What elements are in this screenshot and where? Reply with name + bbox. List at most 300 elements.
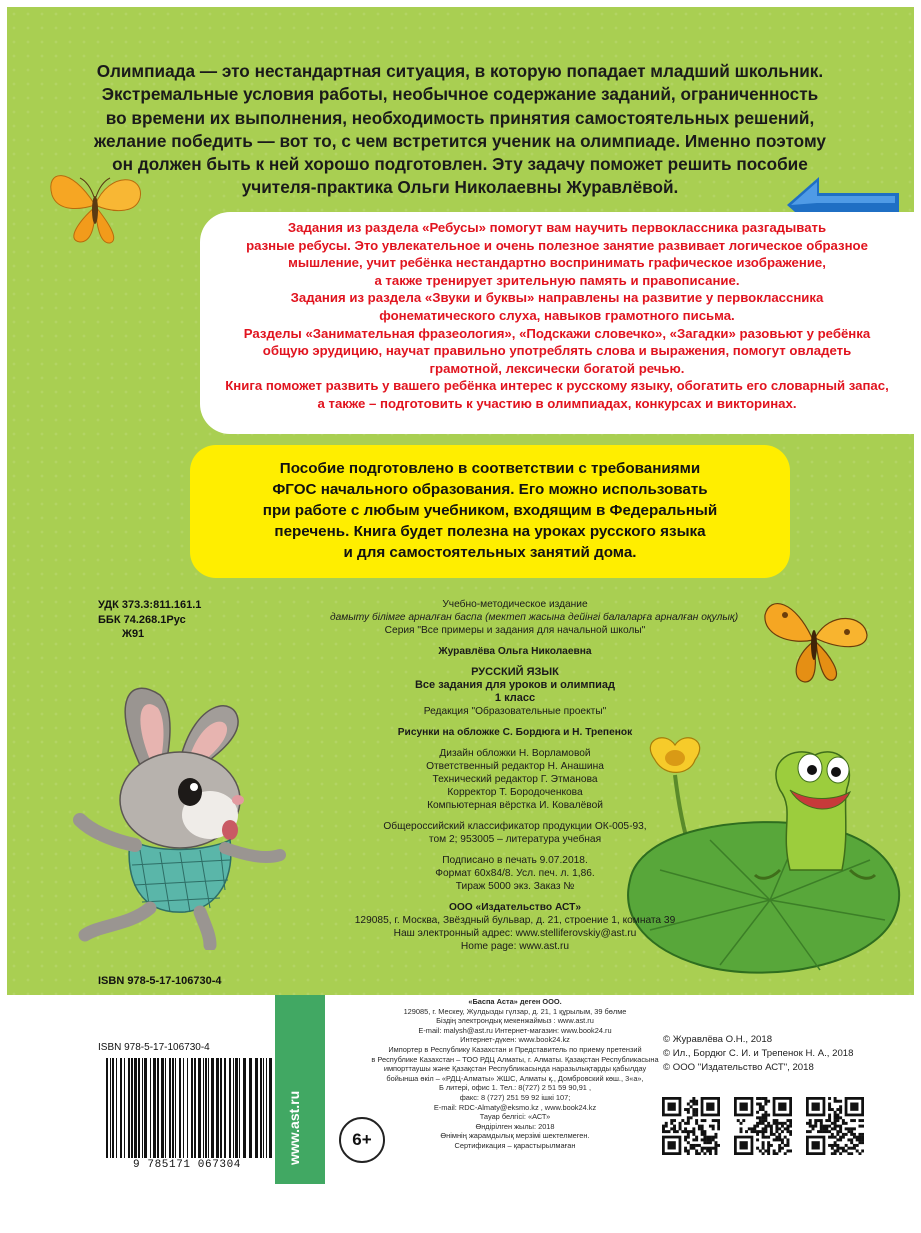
text-line: перечень. Книга будет полезна на уроках русского языка: [274, 523, 706, 540]
qr-module: [834, 1144, 837, 1147]
qr-module: [789, 1133, 792, 1136]
qr-module: [767, 1149, 770, 1152]
classifier-line: Общероссийский классификатор продукции ОК-005-93,: [383, 821, 647, 832]
qr-module: [687, 1103, 690, 1106]
print-date: Подписано в печать 9.07.2018.: [442, 855, 588, 866]
qr-finder: [668, 1103, 676, 1111]
qr-module: [762, 1147, 765, 1150]
qr-module: [687, 1149, 690, 1152]
qr-module: [687, 1133, 690, 1136]
udk-code: УДК 373.3:811.161.1: [98, 599, 202, 611]
qr-module: [775, 1127, 778, 1130]
qr-module: [695, 1122, 698, 1125]
text-line: E-mail: malysh@ast.ru Интернет-магазин: www.book24.ru: [418, 1025, 612, 1035]
qr-module: [809, 1119, 812, 1122]
barcode-bar: [112, 1058, 114, 1158]
qr-module: [690, 1144, 693, 1147]
barcode-bar: [211, 1058, 214, 1158]
qr-module: [717, 1127, 720, 1130]
text-line: Б литері, офис 1. Тел.: 8(727) 2 51 59 90,91 ,: [438, 1083, 592, 1093]
qr-module: [828, 1144, 831, 1147]
barcode-bar: [165, 1058, 166, 1158]
qr-module: [703, 1130, 706, 1133]
qr-module: [842, 1119, 845, 1122]
qr-module: [706, 1147, 709, 1150]
qr-module: [786, 1127, 789, 1130]
qr-module: [706, 1136, 709, 1139]
qr-module: [767, 1114, 770, 1117]
qr-module: [842, 1122, 845, 1125]
qr-module: [703, 1147, 706, 1150]
qr-module: [673, 1125, 676, 1128]
barcode-bar: [131, 1058, 133, 1158]
qr-module: [709, 1152, 712, 1155]
qr-module: [695, 1144, 698, 1147]
qr-module: [834, 1127, 837, 1130]
qr-module: [692, 1103, 695, 1106]
qr-module: [692, 1108, 695, 1111]
qr-module: [839, 1127, 842, 1130]
qr-module: [762, 1152, 765, 1155]
qr-module: [762, 1141, 765, 1144]
qr-module: [764, 1100, 767, 1103]
qr-module: [756, 1147, 759, 1150]
qr-module: [778, 1136, 781, 1139]
qr-module: [836, 1144, 839, 1147]
qr-module: [828, 1097, 831, 1100]
qr-module: [701, 1119, 704, 1122]
qr-module: [684, 1108, 687, 1111]
qr-module: [845, 1127, 848, 1130]
qr-module: [836, 1133, 839, 1136]
text-line: разные ребусы. Это увлекательное и очень полезное занятие развивает логическое образное: [246, 237, 868, 253]
qr-module: [845, 1122, 848, 1125]
qr-module: [670, 1122, 673, 1125]
qr-module: [858, 1152, 861, 1155]
qr-module: [773, 1149, 776, 1152]
qr-module: [756, 1138, 759, 1141]
qr-module: [714, 1147, 717, 1150]
qr-module: [684, 1149, 687, 1152]
qr-module: [701, 1127, 704, 1130]
publisher: ООО «Издательство АСТ»: [448, 902, 582, 913]
qr-module: [834, 1119, 837, 1122]
qr-module: [823, 1125, 826, 1128]
qr-module: [775, 1152, 778, 1155]
qr-module: [853, 1144, 856, 1147]
qr-module: [856, 1136, 859, 1139]
qr-module: [831, 1152, 834, 1155]
qr-module: [786, 1138, 789, 1141]
text-line: Импортер в Республику Казахстан и Представитель по приему претензий: [388, 1044, 642, 1054]
qr-module: [698, 1144, 701, 1147]
qr-module: [695, 1108, 698, 1111]
qr-module: [684, 1130, 687, 1133]
qr-module: [695, 1119, 698, 1122]
qr-module: [706, 1149, 709, 1152]
qr-module: [690, 1130, 693, 1133]
qr-module: [836, 1149, 839, 1152]
qr-finder: [740, 1141, 748, 1149]
barcode-bar: [106, 1058, 108, 1158]
qr-module: [778, 1138, 781, 1141]
qr-module: [845, 1149, 848, 1152]
text-line: Задания из раздела «Ребусы» помогут вам научить первоклассника разгадывать: [287, 220, 827, 235]
text-line: Біздің электрондық мекенжаймыз : www.ast.ru: [436, 1016, 594, 1026]
qr-module: [762, 1127, 765, 1130]
qr-module: [692, 1097, 695, 1100]
qr-module: [692, 1147, 695, 1150]
barcode-bar: [187, 1058, 188, 1158]
barcode-bar: [128, 1058, 130, 1158]
qr-module: [814, 1125, 817, 1128]
barcode-bar: [157, 1058, 159, 1158]
qr-module: [858, 1138, 861, 1141]
qr-module: [701, 1133, 704, 1136]
qr-module: [712, 1125, 715, 1128]
qr-module: [828, 1116, 831, 1119]
qr-module: [690, 1100, 693, 1103]
qr-module: [831, 1108, 834, 1111]
qr-module: [836, 1147, 839, 1150]
qr-module: [684, 1136, 687, 1139]
qr-module: [709, 1141, 712, 1144]
classifier-line: том 2; 953005 – литература учебная: [428, 834, 602, 845]
qr-module: [701, 1138, 704, 1141]
barcode-bar: [172, 1058, 174, 1158]
text-line: Книга поможет развить у вашего ребёнка интерес к русскому языку, обогатить его словарный запас,: [225, 378, 889, 394]
qr-module: [834, 1125, 837, 1128]
qr-module: [764, 1119, 767, 1122]
qr-module: [773, 1138, 776, 1141]
qr-module: [687, 1130, 690, 1133]
qr-module: [861, 1138, 864, 1141]
barcode-bar: [260, 1058, 262, 1158]
text-line: ФГОС начального образования. Его можно использовать: [272, 481, 708, 498]
barcode-bar: [183, 1058, 184, 1158]
qr-module: [831, 1133, 834, 1136]
age-rating: 6+: [352, 1130, 372, 1149]
qr-module: [839, 1111, 842, 1114]
text-line: Задания из раздела «Звуки и буквы» направлены на развитие у первоклассника: [290, 290, 824, 306]
qr-module: [703, 1141, 706, 1144]
qr-module: [717, 1122, 720, 1125]
barcode-bar: [235, 1058, 238, 1158]
barcode-bar: [169, 1058, 171, 1158]
qr-module: [687, 1141, 690, 1144]
qr-module: [703, 1152, 706, 1155]
qr-module: [690, 1147, 693, 1150]
qr-module: [756, 1122, 759, 1125]
qr-module: [775, 1136, 778, 1139]
qr-module: [820, 1125, 823, 1128]
qr-module: [740, 1127, 743, 1130]
text-line: импорттаушы және Қазақстан Республикасында наразылықтарды қабылдау: [383, 1064, 647, 1074]
qr-module: [842, 1149, 845, 1152]
qr-module: [756, 1111, 759, 1114]
qr-module: [847, 1147, 850, 1150]
qr-module: [861, 1133, 864, 1136]
barcode: [98, 1042, 278, 1172]
qr-code[interactable]: [662, 1097, 720, 1155]
qr-module: [850, 1138, 853, 1141]
qr-module: [847, 1130, 850, 1133]
qr-module: [820, 1119, 823, 1122]
text-line: в Республике Казахстан – ТОО РДЦ Алматы, г. Алматы. Қазақстан Республикасына: [371, 1054, 659, 1064]
qr-module: [847, 1152, 850, 1155]
barcode-bar: [269, 1058, 272, 1158]
qr-module: [751, 1127, 754, 1130]
qr-module: [679, 1122, 682, 1125]
qr-module: [762, 1105, 765, 1108]
qr-module: [762, 1136, 765, 1139]
qr-module: [775, 1125, 778, 1128]
qr-module: [850, 1152, 853, 1155]
qr-module: [789, 1122, 792, 1125]
barcode-bar: [263, 1058, 264, 1158]
qr-module: [839, 1152, 842, 1155]
qr-module: [806, 1122, 809, 1125]
qr-module: [709, 1138, 712, 1141]
qr-module: [681, 1130, 684, 1133]
qr-module: [789, 1149, 792, 1152]
qr-module: [737, 1119, 740, 1122]
qr-module: [753, 1125, 756, 1128]
qr-module: [845, 1133, 848, 1136]
qr-code[interactable]: [734, 1097, 792, 1155]
qr-module: [775, 1130, 778, 1133]
text-line: при работе с любым учебником, входящим в Федеральный: [262, 502, 718, 519]
qr-module: [834, 1152, 837, 1155]
qr-module: [778, 1127, 781, 1130]
qr-module: [834, 1097, 837, 1100]
bbk-code: ББК 74.268.1Рус: [98, 613, 186, 626]
qr-module: [764, 1097, 767, 1100]
qr-module: [692, 1133, 695, 1136]
qr-module: [839, 1147, 842, 1150]
qr-module: [767, 1144, 770, 1147]
qr-module: [703, 1133, 706, 1136]
qr-module: [775, 1122, 778, 1125]
qr-module: [756, 1097, 759, 1100]
barcode-bar: [216, 1058, 219, 1158]
qr-module: [767, 1147, 770, 1150]
qr-finder: [812, 1141, 820, 1149]
qr-module: [709, 1147, 712, 1150]
illustrators: Рисунки на обложке С. Бордюга и Н. Трепенок: [397, 727, 633, 738]
qr-module: [753, 1130, 756, 1133]
qr-module: [673, 1130, 676, 1133]
qr-module: [692, 1111, 695, 1114]
barcode-bar: [220, 1058, 222, 1158]
barcode-bar: [233, 1058, 234, 1158]
qr-module: [828, 1119, 831, 1122]
qr-module: [775, 1138, 778, 1141]
qr-module: [714, 1149, 717, 1152]
qr-module: [809, 1122, 812, 1125]
qr-module: [839, 1105, 842, 1108]
barcode-bar: [124, 1058, 125, 1158]
qr-module: [850, 1119, 853, 1122]
qr-finder: [778, 1103, 786, 1111]
qr-module: [831, 1127, 834, 1130]
qr-module: [767, 1141, 770, 1144]
author-name: Журавлёва Ольга Николаевна: [438, 646, 592, 657]
qr-module: [842, 1136, 845, 1139]
responsible-editor: Ответственный редактор Н. Анашина: [426, 761, 604, 772]
copyright-line: © Ил., Бордюг С. И. и Трепенок Н. А., 2018: [663, 1048, 854, 1059]
text-line: мышление, учит ребёнка нестандартно воспринимать графическое изображение,: [288, 255, 826, 271]
qr-module: [814, 1119, 817, 1122]
qr-module: [834, 1141, 837, 1144]
qr-module: [825, 1127, 828, 1130]
qr-module: [809, 1125, 812, 1128]
qr-module: [762, 1108, 765, 1111]
text-line: Олимпиада — это нестандартная ситуация, в которую попадает младший школьник.: [96, 61, 824, 81]
qr-module: [717, 1119, 720, 1122]
qr-module: [858, 1119, 861, 1122]
qr-module: [701, 1149, 704, 1152]
text-line: и для самостоятельных занятий дома.: [343, 544, 637, 561]
qr-module: [717, 1125, 720, 1128]
qr-module: [825, 1130, 828, 1133]
qr-module: [789, 1125, 792, 1128]
qr-module: [764, 1116, 767, 1119]
qr-module: [764, 1103, 767, 1106]
barcode-bar: [203, 1058, 204, 1158]
qr-module: [842, 1147, 845, 1150]
qr-module: [756, 1116, 759, 1119]
qr-module: [850, 1147, 853, 1150]
text-line: Разделы «Занимательная фразеология», «Подскажи словечко», «Загадки» разовьют у ребёнка: [243, 325, 871, 341]
qr-module: [673, 1127, 676, 1130]
barcode-isbn: ISBN 978-5-17-106730-4: [98, 1042, 210, 1053]
qr-module: [836, 1138, 839, 1141]
publisher-website[interactable]: www.ast.ru: [286, 1090, 302, 1165]
qr-module: [764, 1130, 767, 1133]
qr-module: [692, 1144, 695, 1147]
qr-module: [839, 1138, 842, 1141]
qr-module: [839, 1108, 842, 1111]
publisher-email: Наш электронный адрес: www.stelliferovskiy@ast.ru: [393, 928, 637, 939]
qr-module: [773, 1152, 776, 1155]
qr-module: [806, 1130, 809, 1133]
qr-module: [834, 1100, 837, 1103]
layout-designer: Компьютерная вёрстка И. Ковалёвой: [427, 800, 603, 811]
qr-module: [773, 1122, 776, 1125]
qr-module: [850, 1130, 853, 1133]
qr-module: [698, 1127, 701, 1130]
qr-module: [676, 1130, 679, 1133]
qr-module: [762, 1114, 765, 1117]
qr-module: [701, 1125, 704, 1128]
text-line: Пособие подготовлено в соответствии с требованиями: [279, 460, 701, 477]
qr-module: [836, 1108, 839, 1111]
qr-module: [764, 1149, 767, 1152]
qr-module: [684, 1147, 687, 1150]
bunny-illustration: [70, 680, 300, 950]
qr-module: [684, 1138, 687, 1141]
barcode-bar: [205, 1058, 207, 1158]
butterfly-right-illustration: [755, 590, 875, 690]
qr-module: [778, 1149, 781, 1152]
qr-module: [745, 1130, 748, 1133]
book-title: РУССКИЙ ЯЗЫК: [471, 666, 559, 678]
qr-finder: [668, 1141, 676, 1149]
qr-module: [831, 1136, 834, 1139]
qr-module: [759, 1149, 762, 1152]
qr-code[interactable]: [806, 1097, 864, 1155]
qr-module: [858, 1133, 861, 1136]
qr-module: [767, 1152, 770, 1155]
qr-module: [858, 1136, 861, 1139]
qr-module: [834, 1116, 837, 1119]
text-line: а также – подготовить к участию в олимпиадах, конкурсах и викторинах.: [317, 395, 797, 411]
qr-module: [784, 1122, 787, 1125]
qr-module: [820, 1130, 823, 1133]
qr-module: [717, 1144, 720, 1147]
red-text-block: [200, 219, 914, 413]
qr-module: [714, 1136, 717, 1139]
qr-module: [781, 1130, 784, 1133]
barcode-bar: [120, 1058, 122, 1158]
qr-module: [786, 1130, 789, 1133]
qr-codes: [662, 1097, 862, 1157]
qr-module: [812, 1127, 815, 1130]
qr-module: [825, 1125, 828, 1128]
qr-module: [770, 1133, 773, 1136]
qr-module: [759, 1130, 762, 1133]
qr-module: [692, 1130, 695, 1133]
print-run: Тираж 5000 экз. Заказ №: [455, 881, 575, 892]
barcode-bar: [239, 1058, 240, 1158]
qr-module: [695, 1111, 698, 1114]
qr-module: [692, 1127, 695, 1130]
qr-module: [665, 1122, 668, 1125]
qr-module: [762, 1130, 765, 1133]
cover-design: Дизайн обложки Н. Ворламовой: [439, 748, 591, 759]
qr-module: [695, 1149, 698, 1152]
barcode-bar: [153, 1058, 156, 1158]
qr-module: [861, 1141, 864, 1144]
qr-module: [767, 1122, 770, 1125]
qr-module: [701, 1147, 704, 1150]
barcode-bar: [142, 1058, 143, 1158]
qr-module: [823, 1130, 826, 1133]
edition-department: Редакция "Образовательные проекты": [423, 706, 607, 717]
qr-module: [759, 1097, 762, 1100]
qr-finder: [740, 1103, 748, 1111]
qr-module: [762, 1122, 765, 1125]
qr-module: [817, 1130, 820, 1133]
copyright-block: [663, 1033, 853, 1075]
qr-module: [706, 1138, 709, 1141]
qr-module: [853, 1147, 856, 1150]
qr-module: [701, 1130, 704, 1133]
qr-module: [767, 1125, 770, 1128]
barcode-bar: [144, 1058, 147, 1158]
classification-codes: [98, 598, 201, 642]
qr-module: [759, 1105, 762, 1108]
print-format: Формат 60x84/8. Усл. печ. л. 1,86.: [435, 868, 595, 879]
kazakh-edition-type: дамыту білімге арналған баспа (мектеп жасына дейінгі балаларға арналған оқулық): [330, 612, 739, 623]
barcode-bar: [175, 1058, 176, 1158]
qr-module: [762, 1097, 765, 1100]
text-line: Өнімнің жарамдылық мерзімі шектелмеген.: [440, 1131, 590, 1141]
qr-module: [861, 1149, 864, 1152]
qr-module: [845, 1144, 848, 1147]
qr-module: [714, 1133, 717, 1136]
